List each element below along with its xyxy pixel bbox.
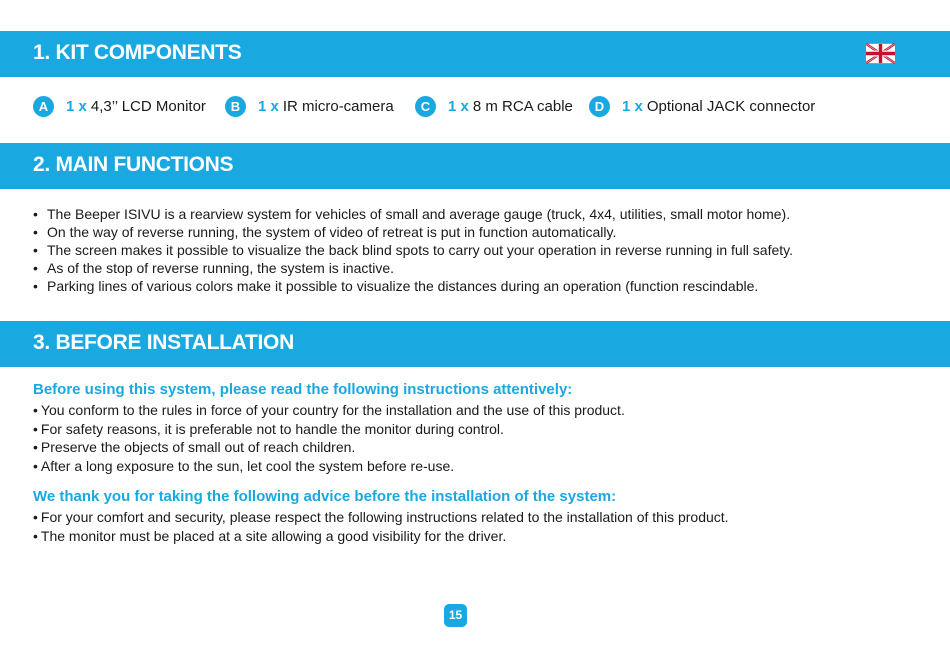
kit-item bbox=[589, 96, 815, 117]
kit-letter-badge: A bbox=[33, 96, 54, 117]
section-functions-header bbox=[0, 143, 950, 189]
list-item: • As of the stop of reverse running, the system is inactive. bbox=[33, 259, 793, 277]
main-functions-list bbox=[33, 205, 793, 295]
kit-letter-badge: B bbox=[225, 96, 246, 117]
advice-heading: We thank you for taking the following advice before the installation of the system: bbox=[33, 488, 617, 505]
page-number: 15 bbox=[444, 604, 467, 627]
uk-flag-icon bbox=[866, 43, 895, 64]
kit-item-name: 4,3’’ LCD Monitor bbox=[90, 98, 206, 115]
list-item: • After a long exposure to the sun, let cool the system before re-use. bbox=[33, 457, 625, 476]
list-item: • Parking lines of various colors make it possible to visualize the distances during an operation (function rescindable. bbox=[33, 277, 793, 295]
advice-list bbox=[33, 508, 729, 545]
list-item: • On the way of reverse running, the system of video of retreat is put in function automatically. bbox=[33, 223, 793, 241]
list-item: • For safety reasons, it is preferable not to handle the monitor during control. bbox=[33, 420, 625, 439]
list-item: • The monitor must be placed at a site allowing a good visibility for the driver. bbox=[33, 527, 729, 546]
kit-quantity: 1 x bbox=[66, 98, 87, 115]
kit-item-name: 8 m RCA cable bbox=[472, 98, 573, 115]
kit-quantity: 1 x bbox=[258, 98, 279, 115]
before-instructions-heading: Before using this system, please read the following instructions attentively: bbox=[33, 381, 573, 398]
list-item: • The screen makes it possible to visualize the back blind spots to carry out your operation in reverse running in full safety. bbox=[33, 241, 793, 259]
section-functions-title: 2. MAIN FUNCTIONS bbox=[33, 153, 234, 176]
kit-item-name: Optional JACK connector bbox=[646, 98, 816, 115]
section-before-header bbox=[0, 321, 950, 367]
kit-quantity: 1 x bbox=[622, 98, 643, 115]
kit-item-name: IR micro-camera bbox=[282, 98, 394, 115]
kit-letter-badge: D bbox=[589, 96, 610, 117]
section-kit-title: 1. KIT COMPONENTS bbox=[33, 41, 242, 64]
list-item: • For your comfort and security, please respect the following instructions related to the installation of this product. bbox=[33, 508, 729, 527]
section-before-title: 3. BEFORE INSTALLATION bbox=[33, 331, 294, 354]
kit-quantity: 1 x bbox=[448, 98, 469, 115]
list-item: • The Beeper ISIVU is a rearview system for vehicles of small and average gauge (truck, 4x4, utilities, small motor home). bbox=[33, 205, 793, 223]
kit-item bbox=[33, 96, 206, 117]
list-item: • Preserve the objects of small out of reach children. bbox=[33, 438, 625, 457]
kit-item bbox=[415, 96, 573, 117]
kit-letter-badge: C bbox=[415, 96, 436, 117]
section-kit-header bbox=[0, 31, 950, 77]
list-item: • You conform to the rules in force of your country for the installation and the use of this product. bbox=[33, 401, 625, 420]
before-instructions-list bbox=[33, 401, 625, 475]
kit-item bbox=[225, 96, 394, 117]
